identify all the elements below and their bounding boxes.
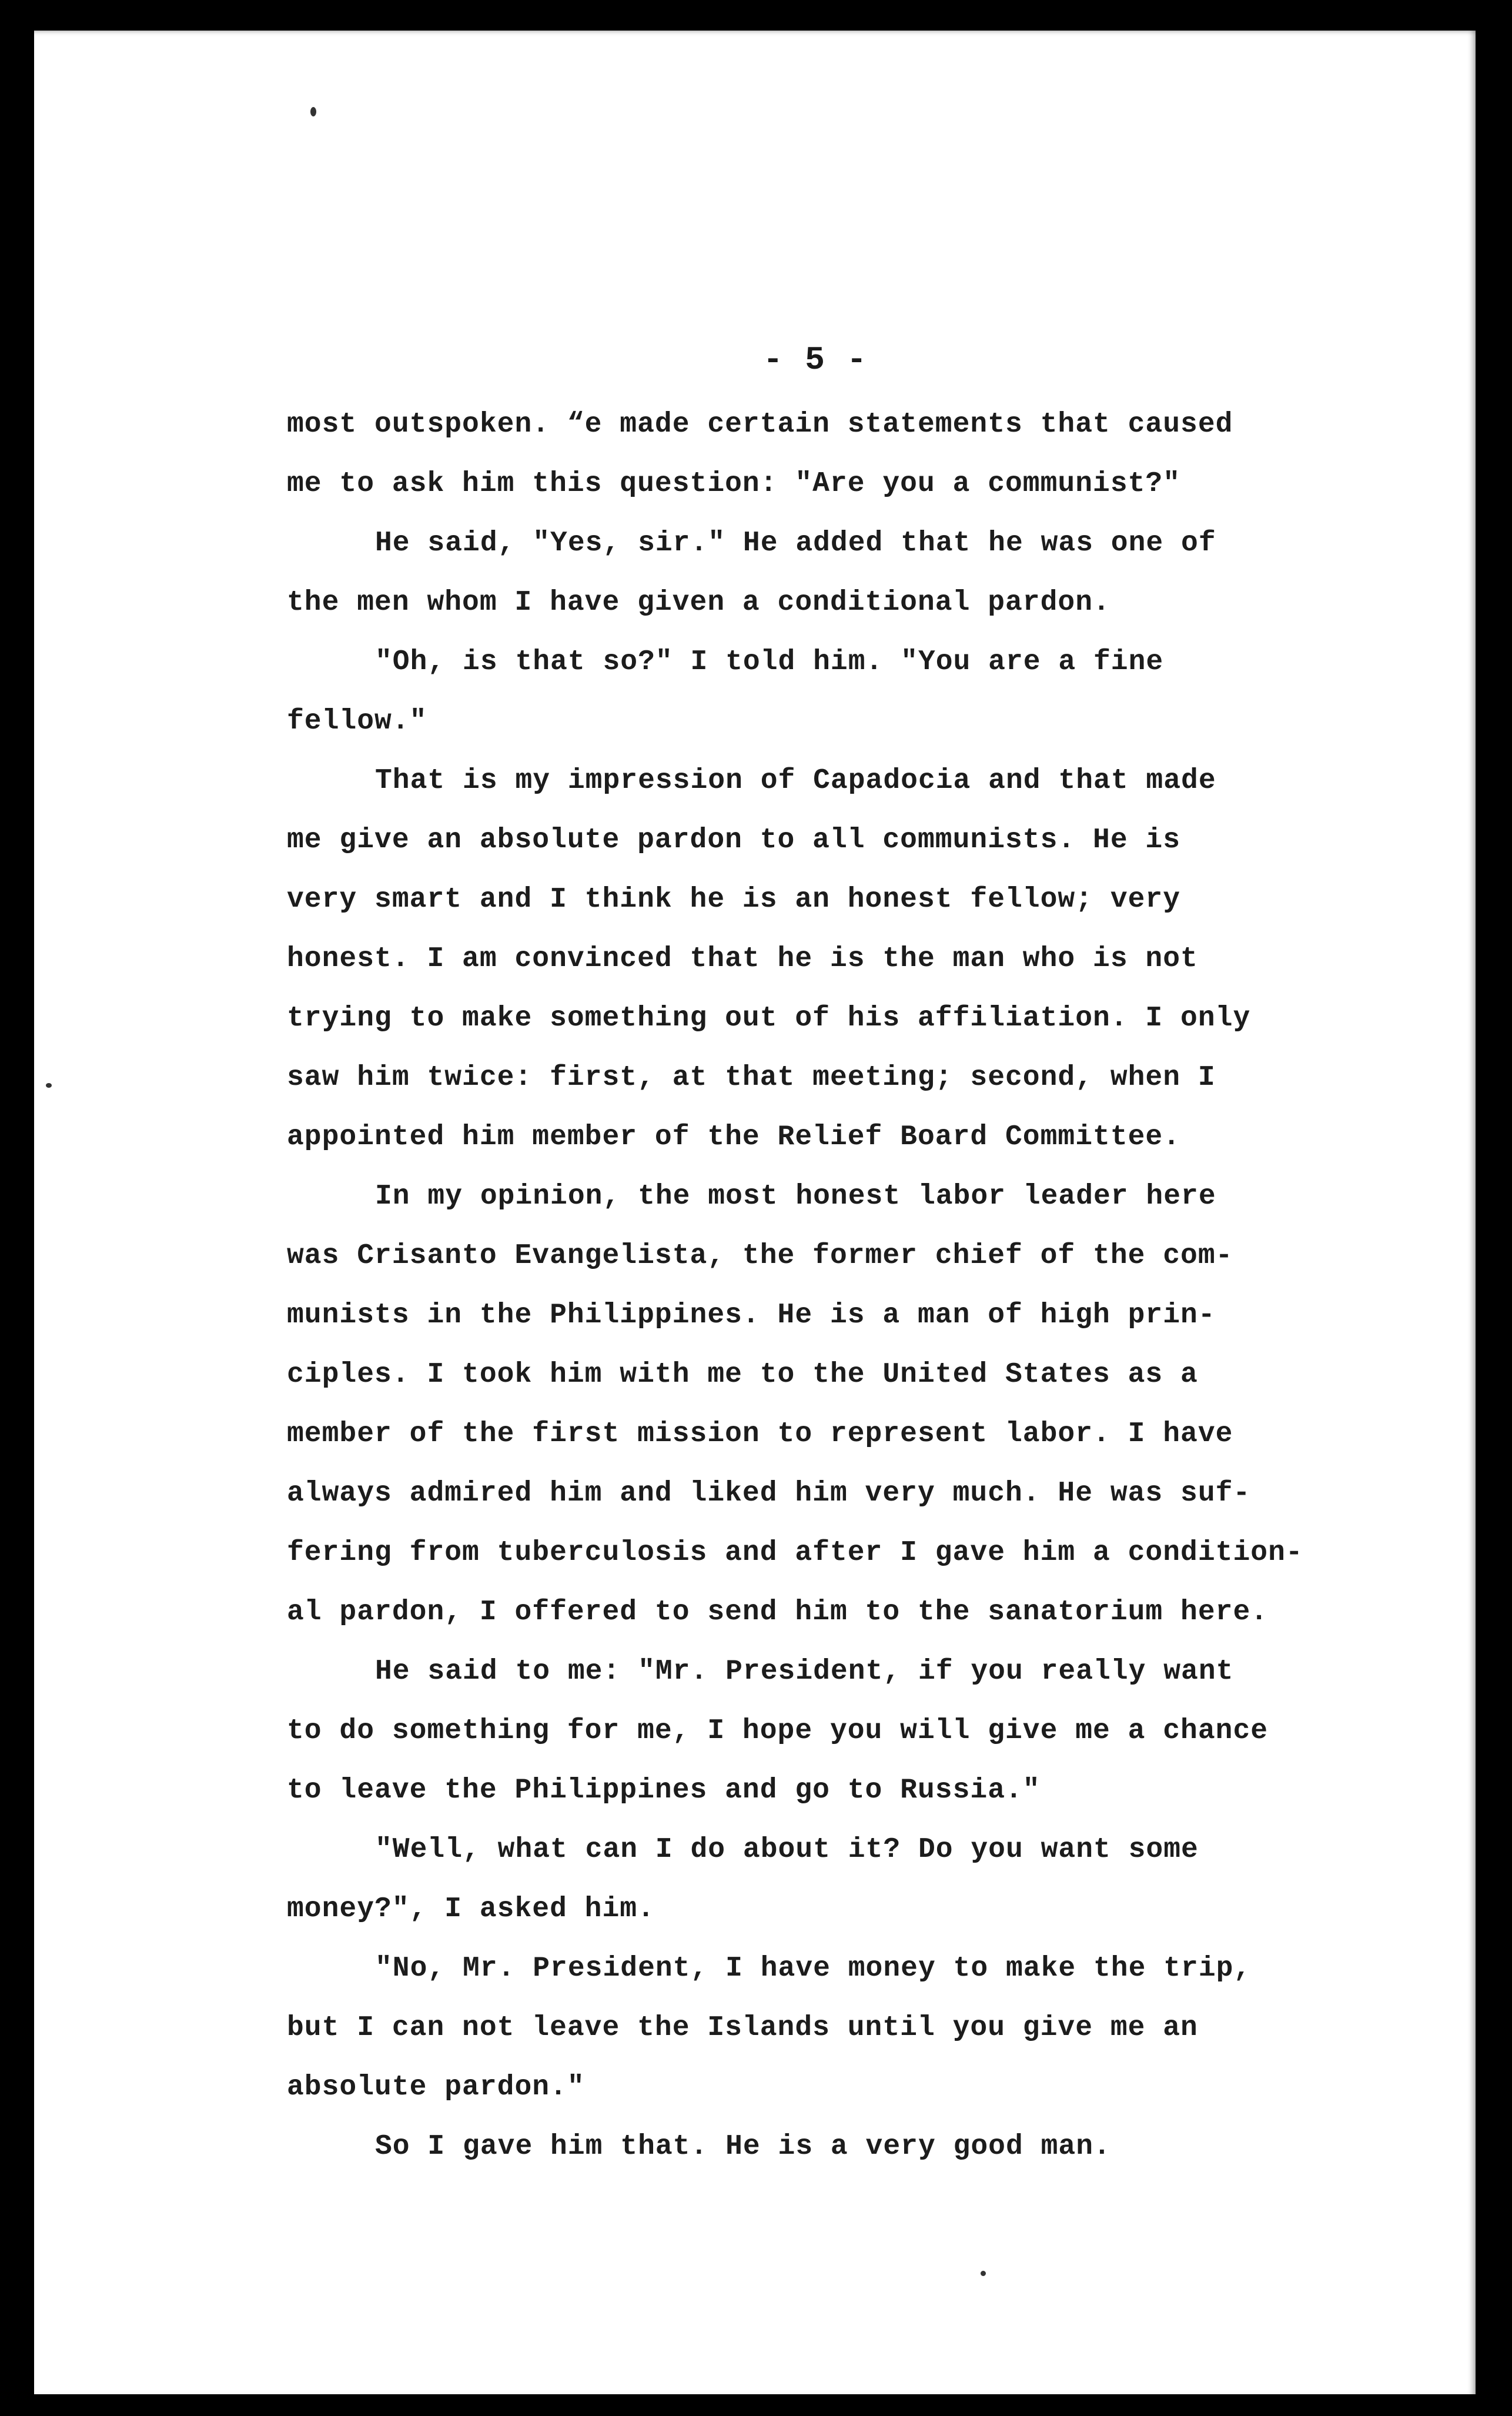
body-text — [287, 395, 1380, 2177]
page-number: - 5 - — [763, 341, 868, 379]
paper-sheet — [34, 31, 1476, 2394]
text-line: In my opinion, the most honest labor leader here — [375, 1181, 1216, 1212]
text-line: very smart and I think he is an honest fellow; very — [287, 884, 1181, 915]
text-line: to do something for me, I hope you will give me a chance — [287, 1715, 1269, 1747]
text-line: me to ask him this question: "Are you a communist?" — [287, 468, 1181, 500]
ink-speck — [46, 1083, 52, 1088]
text-line: always admired him and liked him very much. He was suf- — [287, 1478, 1251, 1509]
text-line: saw him twice: first, at that meeting; second, when I — [287, 1062, 1216, 1094]
text-line: was Crisanto Evangelista, the former chief of the com- — [287, 1240, 1233, 1272]
text-line: He said to me: "Mr. President, if you really want — [375, 1656, 1234, 1687]
text-line: money?", I asked him. — [287, 1893, 655, 1925]
text-line: fellow." — [287, 706, 427, 737]
text-line: ciples. I took him with me to the United States as a — [287, 1359, 1198, 1391]
text-line: honest. I am convinced that he is the man who is not — [287, 943, 1198, 975]
text-line: "No, Mr. President, I have money to make the trip, — [375, 1953, 1252, 1984]
text-line: So I gave him that. He is a very good man. — [375, 2131, 1111, 2163]
text-line: He said, "Yes, sir." He added that he was one of — [375, 527, 1216, 559]
text-line: That is my impression of Capadocia and that made — [375, 765, 1216, 797]
text-line: but I can not leave the Islands until you give me an — [287, 2012, 1198, 2044]
text-line: al pardon, I offered to send him to the sanatorium here. — [287, 1596, 1269, 1628]
text-line: trying to make something out of his affiliation. I only — [287, 1003, 1251, 1034]
text-line: me give an absolute pardon to all communists. He is — [287, 824, 1181, 856]
ink-speck — [981, 2271, 986, 2276]
text-line: the men whom I have given a conditional pardon. — [287, 587, 1110, 619]
text-line: fering from tuberculosis and after I gave him a condition- — [287, 1537, 1303, 1569]
text-line: to leave the Philippines and go to Russia." — [287, 1775, 1041, 1806]
text-line: "Oh, is that so?" I told him. "You are a fine — [375, 646, 1164, 678]
text-line: munists in the Philippines. He is a man of high prin- — [287, 1299, 1216, 1331]
ink-speck — [310, 107, 316, 116]
text-line: member of the first mission to represent labor. I have — [287, 1418, 1233, 1450]
text-line: absolute pardon." — [287, 2071, 585, 2103]
text-line: most outspoken. “e made certain statements that caused — [287, 409, 1233, 440]
text-line: appointed him member of the Relief Board Committee. — [287, 1121, 1181, 1153]
text-line: "Well, what can I do about it? Do you want some — [375, 1834, 1199, 1866]
